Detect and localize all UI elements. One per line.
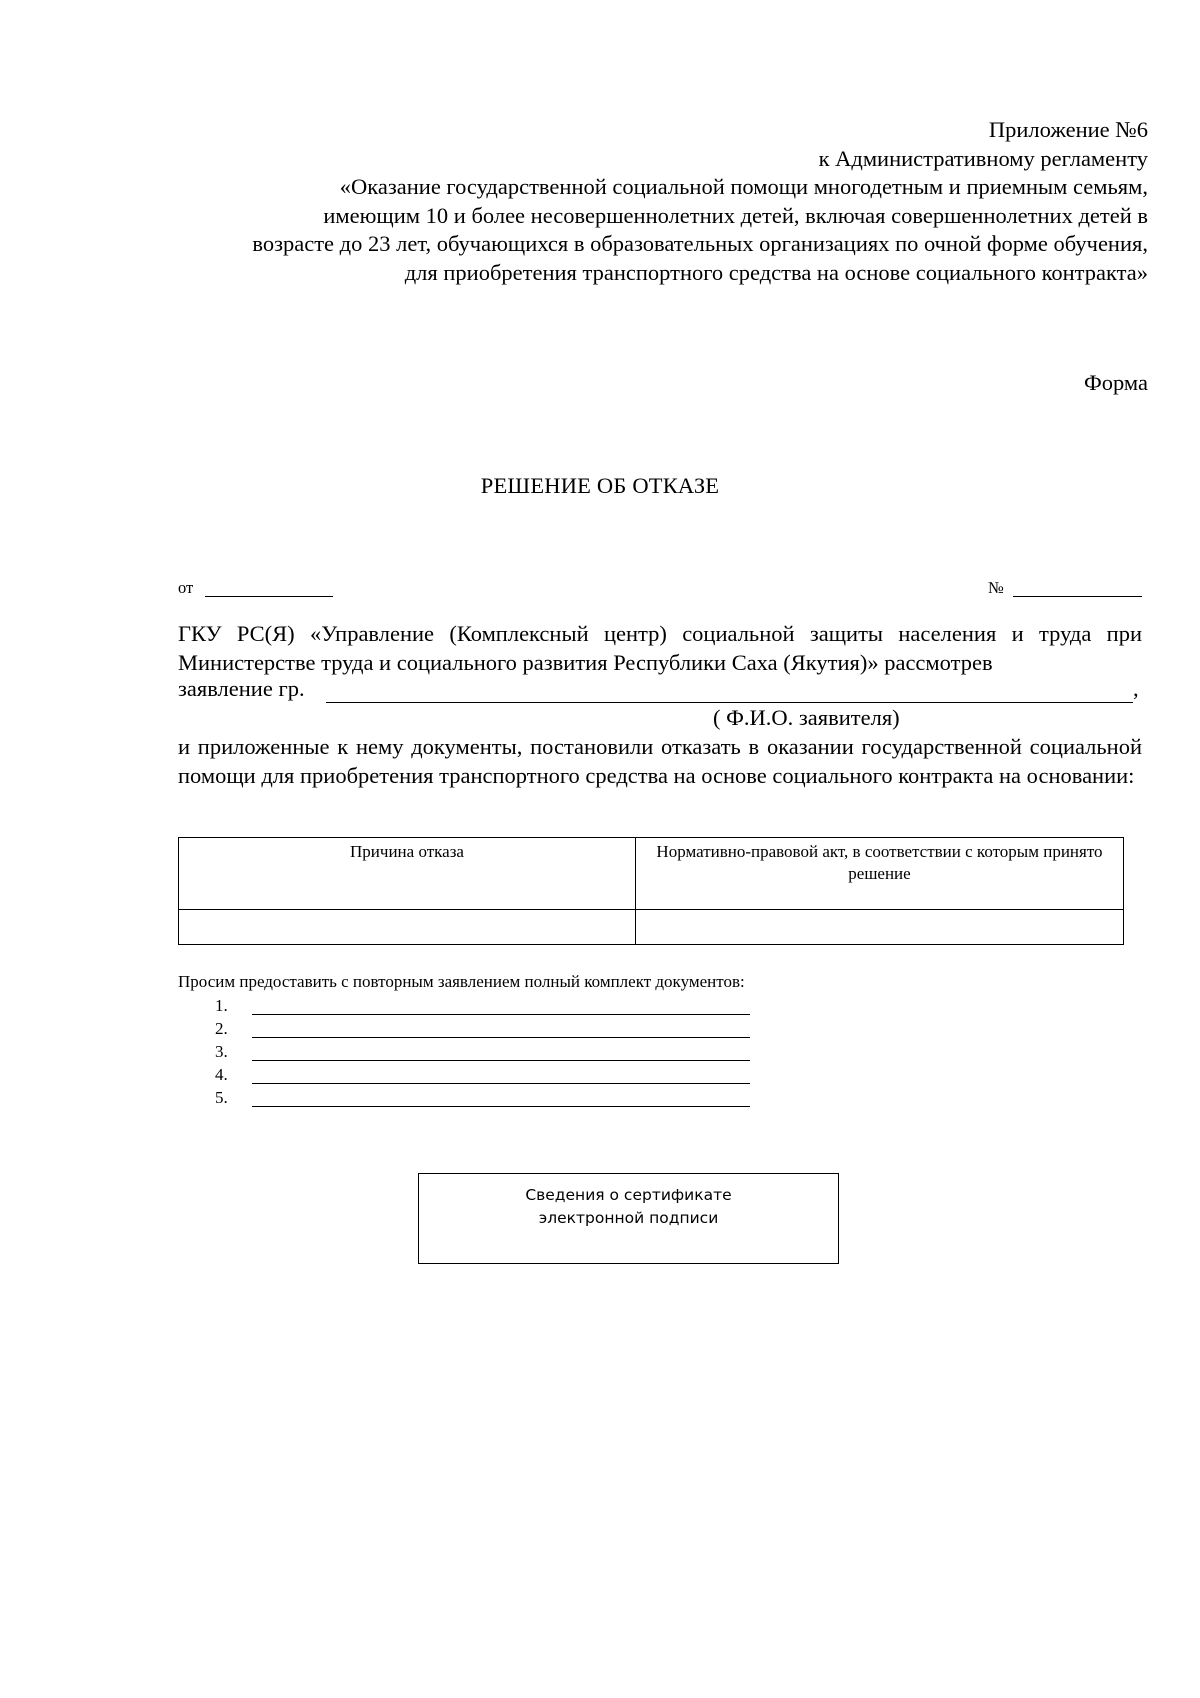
applicant-name-field[interactable]	[326, 702, 1133, 703]
table-row	[179, 910, 1124, 945]
list-item	[178, 996, 778, 1019]
list-item	[178, 1088, 778, 1111]
signature-certificate-box	[418, 1173, 839, 1264]
appendix-line: «Оказание государственной социальной помощи многодетным и приемным семьям,	[339, 174, 1148, 199]
request-text: Просим предоставить с повторным заявлением полный комплект документов:	[178, 972, 745, 991]
date-field[interactable]	[205, 596, 333, 597]
applicant-comma: ,	[1133, 676, 1139, 701]
list-item-field[interactable]	[252, 1014, 750, 1015]
date-label: от	[178, 578, 194, 597]
signature-box-line: Сведения о сертификате	[525, 1186, 732, 1204]
signature-box-line: электронной подписи	[538, 1209, 719, 1227]
table-cell-legal-act[interactable]	[636, 910, 1124, 945]
table-header-legal-act: Нормативно-правовой акт, в соответствии с которым принято решение	[636, 838, 1124, 910]
list-item	[178, 1019, 778, 1042]
number-field[interactable]	[1013, 596, 1142, 597]
table-header-reason: Причина отказа	[179, 838, 636, 910]
number-label: №	[988, 578, 1004, 597]
fio-caption: ( Ф.И.О. заявителя)	[713, 705, 900, 730]
refusal-reasons-table	[178, 837, 1124, 945]
applicant-row	[178, 676, 1142, 706]
table-header-row	[179, 838, 1124, 910]
body-paragraph-2: и приложенные к нему документы, постановили отказать в оказании государственной социальной помощи для приобретения транспортного средства на основе социального контракта на основании:	[178, 734, 1142, 788]
list-item-number: 3.	[215, 1042, 228, 1061]
list-item-number: 4.	[215, 1065, 228, 1084]
list-item-field[interactable]	[252, 1037, 750, 1038]
table-cell-reason[interactable]	[179, 910, 636, 945]
appendix-line: имеющим 10 и более несовершеннолетних детей, включая совершеннолетних детей в	[323, 202, 1148, 228]
list-item-field[interactable]	[252, 1060, 750, 1061]
list-item	[178, 1065, 778, 1088]
document-list	[178, 996, 778, 1111]
appendix-line: для приобретения транспортного средства на основе социального контракта»	[404, 259, 1148, 285]
form-label: Форма	[1083, 370, 1148, 395]
appendix-header	[252, 116, 1148, 287]
applicant-label: заявление гр.	[178, 676, 305, 701]
list-item-field[interactable]	[252, 1083, 750, 1084]
body-paragraph-1: ГКУ РС(Я) «Управление (Комплексный центр) социальной защиты населения и труда при Министерстве труда и социального развития Республики Саха (Якутия)» рассмотрев	[178, 621, 1142, 675]
appendix-line: возрасте до 23 лет, обучающихся в образовательных организациях по очной форме обучения,	[252, 231, 1148, 256]
list-item	[178, 1042, 778, 1065]
document-title: РЕШЕНИЕ ОБ ОТКАЗЕ	[480, 473, 720, 498]
list-item-number: 5.	[215, 1088, 228, 1107]
appendix-line: Приложение №6	[988, 117, 1148, 142]
appendix-line: к Административному регламенту	[818, 145, 1148, 171]
list-item-field[interactable]	[252, 1106, 750, 1107]
list-item-number: 1.	[215, 996, 228, 1015]
list-item-number: 2.	[215, 1019, 228, 1038]
date-number-row	[178, 578, 1142, 602]
